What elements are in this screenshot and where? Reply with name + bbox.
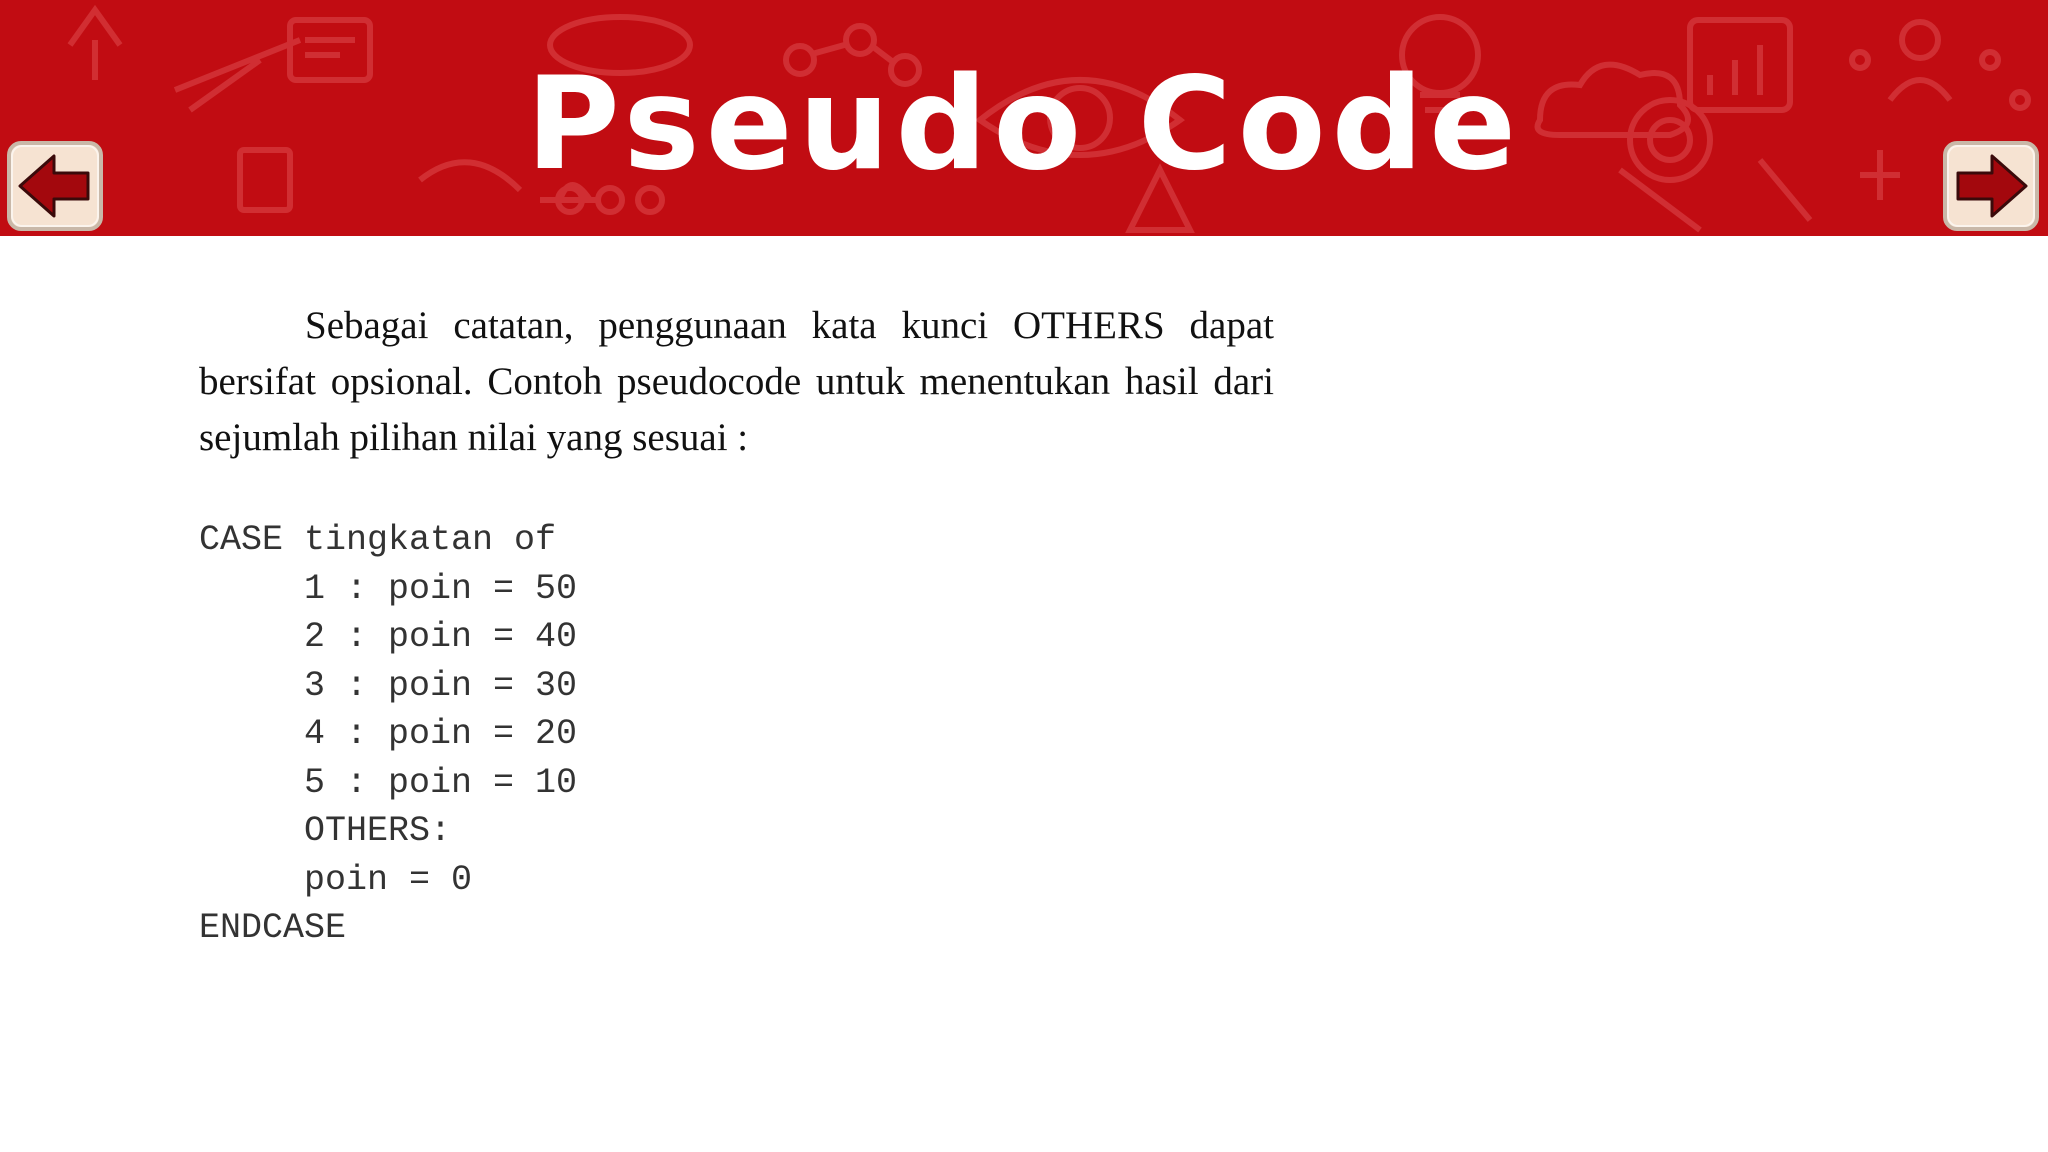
code-line: poin = 0	[304, 859, 473, 900]
previous-slide-button[interactable]	[6, 140, 104, 232]
header-banner	[0, 0, 2048, 236]
code-line: 4 : poin = 20	[304, 714, 578, 754]
code-line: OTHERS:	[304, 811, 452, 851]
slide-title: Pseudo Code	[525, 50, 1523, 199]
pseudocode-block	[199, 516, 577, 953]
code-line: 1 : poin = 50	[304, 568, 578, 609]
arrow-left-icon	[6, 140, 104, 232]
code-line: ENDCASE	[199, 908, 347, 948]
code-line: 3 : poin = 30	[304, 665, 578, 706]
description-paragraph: Sebagai catatan, penggunaan kata kunci OTHERS dapat bersifat opsional. Contoh pseudocode untuk menentukan hasil dari sejumlah pilihan nilai yang sesuai :	[199, 304, 1274, 459]
code-line: CASE tingkatan of	[199, 520, 557, 560]
code-line: 5 : poin = 10	[304, 762, 578, 803]
code-line: 2 : poin = 40	[304, 617, 578, 657]
next-slide-button[interactable]	[1942, 140, 2040, 232]
arrow-right-icon	[1942, 140, 2040, 232]
